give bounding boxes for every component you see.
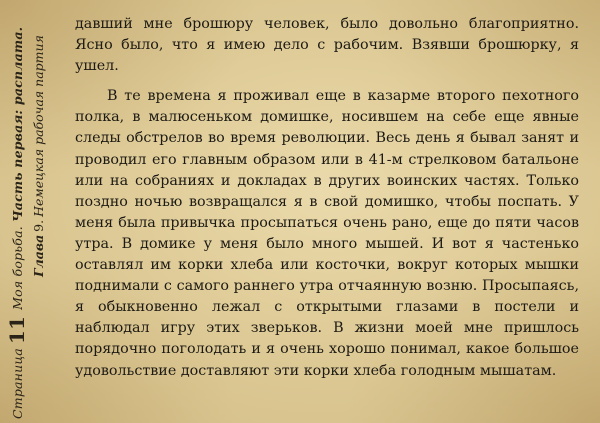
sidebar-rotated-text (4, 7, 52, 419)
page-label: Страница (10, 348, 25, 419)
page-header-sidebar (0, 0, 56, 423)
chapter-number: 9. (31, 219, 46, 232)
book-title: Моя борьба. (10, 226, 25, 310)
part-title: Часть первая: расплата. (10, 26, 25, 222)
page-body-text (75, 14, 579, 382)
chapter-title: Немецкая рабочая партия (31, 35, 46, 217)
paragraph-continued: давший мне брошюру человек, было довольно благоприятно. Ясно было, что я имею дело с рабочим. Взявши брошюрку, я ушел. (75, 16, 579, 75)
chapter-label: Глава (31, 234, 46, 277)
paragraph: В те времена я проживал еще в казарме второго пехотного полка, в малюсеньком домишке, носившем на себе еще явные следы обстрелов во время революции. Весь день я бывал занят и проводил его главным образом или в 41-м стрелковом батальоне или на собраниях и докладах в других воинских частях. Только поздно ночью возвращался я в свой домишко, чтобы поспать. У меня была привычка просыпаться очень рано, еще до пяти часов утра. В домике у меня было много мышей. И вот я частенько оставлял им корки хлеба или косточки, вокруг которых мышки поднимали с самого раннего утра отчаянную возню. Просыпаясь, я обыкновенно лежал с открытыми глазами в постели и наблюдал игру этих зверьков. В жизни моей мне пришлось порядочно поголодать и я очень хорошо понимал, какое большое удовольствие доставляют эти корки хлеба голодным мышатам. (75, 88, 579, 379)
page-number: 11 (5, 315, 29, 345)
chapter-info-line (30, 35, 48, 277)
page-info-line (6, 27, 29, 419)
